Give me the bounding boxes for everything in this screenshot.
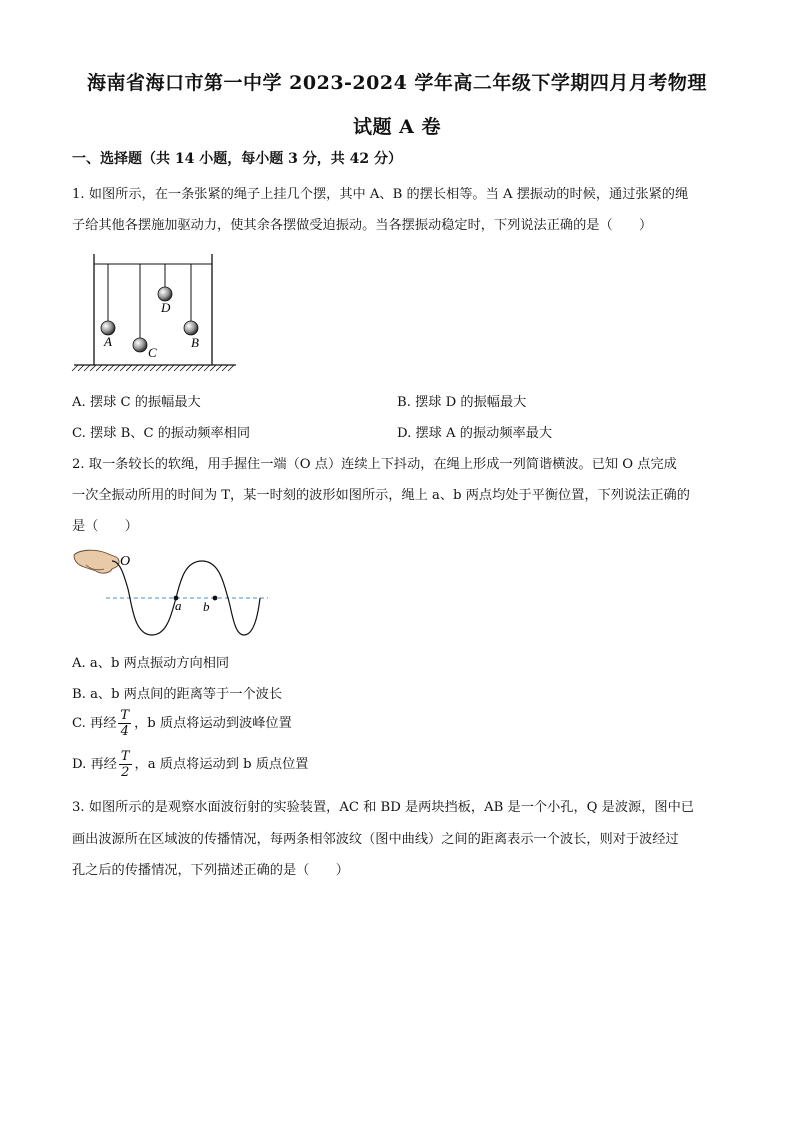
q2-option-d[interactable] — [72, 749, 309, 780]
q2-option-d-suffix: ，a 质点将运动到 b 质点位置 — [134, 757, 309, 772]
q1-option-d[interactable]: D. 摆球 A 的振动频率最大 — [397, 426, 553, 441]
q3-stem-line1: 3. 如图所示的是观察水面波衍射的实验装置，AC 和 BD 是两块挡板，AB 是一个小孔，Q 是波源，图中已 — [72, 800, 694, 815]
q2-option-c-prefix: C. 再经 — [72, 716, 117, 731]
q2-option-b[interactable]: B. a、b 两点间的距离等于一个波长 — [72, 687, 283, 702]
q1-stem-line1: 1. 如图所示，在一条张紧的绳子上挂几个摆，其中 A、B 的摆长相等。当 A 摆振动的时候，通过张紧的绳 — [72, 187, 689, 202]
pendulum-ball-b — [184, 321, 198, 335]
label-o: O — [120, 554, 131, 569]
q1-stem-line2: 子给其他各摆施加驱动力，使其余各摆做受迫振动。当各摆振动稳定时，下列说法正确的是（ ） — [72, 218, 653, 233]
label-a-point: a — [175, 598, 182, 613]
q2-option-c[interactable] — [72, 708, 292, 739]
q2-option-a[interactable]: A. a、b 两点振动方向相同 — [72, 656, 230, 671]
section-heading: 一、选择题（共 14 小题，每小题 3 分，共 42 分） — [72, 151, 402, 167]
q2-stem-line2: 一次全振动所用的时间为 T，某一时刻的波形如图所示，绳上 a、b 两点均处于平衡位置，下列说法正确的 — [72, 488, 690, 503]
label-d: D — [161, 300, 171, 315]
q2-wave-figure — [72, 545, 272, 640]
q3-stem-line3: 孔之后的传播情况，下列描述正确的是（ ） — [72, 863, 349, 878]
exam-title-line2: 试题 A 卷 — [353, 116, 441, 138]
label-b: B — [191, 335, 199, 350]
q2-option-c-suffix: ，b 质点将运动到波峰位置 — [134, 716, 292, 731]
pendulum-ball-d — [158, 287, 172, 301]
exam-title-line1: 海南省海口市第一中学 2023-2024 学年高二年级下学期四月月考物理 — [87, 72, 707, 94]
label-c: C — [148, 345, 157, 360]
fraction-t-over-2: $\frac{T}{2}$ — [120, 749, 130, 780]
q1-option-a[interactable]: A. 摆球 C 的振幅最大 — [72, 395, 201, 410]
label-a: A — [104, 334, 112, 349]
q3-stem-line2: 画出波源所在区域波的传播情况，每两条相邻波纹（图中曲线）之间的距离表示一个波长，则对于波经过 — [72, 832, 679, 847]
q2-option-d-prefix: D. 再经 — [72, 757, 117, 772]
q1-pendulum-figure — [70, 250, 240, 375]
q2-stem-line1: 2. 取一条较长的软绳，用手握住一端（O 点）连续上下抖动，在绳上形成一列简谐横波。已知 O 点完成 — [72, 457, 677, 472]
q2-stem-line3: 是（ ） — [72, 519, 138, 534]
q1-option-b[interactable]: B. 摆球 D 的振幅最大 — [397, 395, 527, 410]
pendulum-ball-a — [101, 321, 115, 335]
label-b-point: b — [203, 599, 210, 614]
q1-option-c[interactable]: C. 摆球 B、C 的振动频率相同 — [72, 426, 251, 441]
pendulum-ball-c — [133, 338, 147, 352]
fraction-t-over-4: $\frac{T}{4}$ — [120, 708, 130, 739]
